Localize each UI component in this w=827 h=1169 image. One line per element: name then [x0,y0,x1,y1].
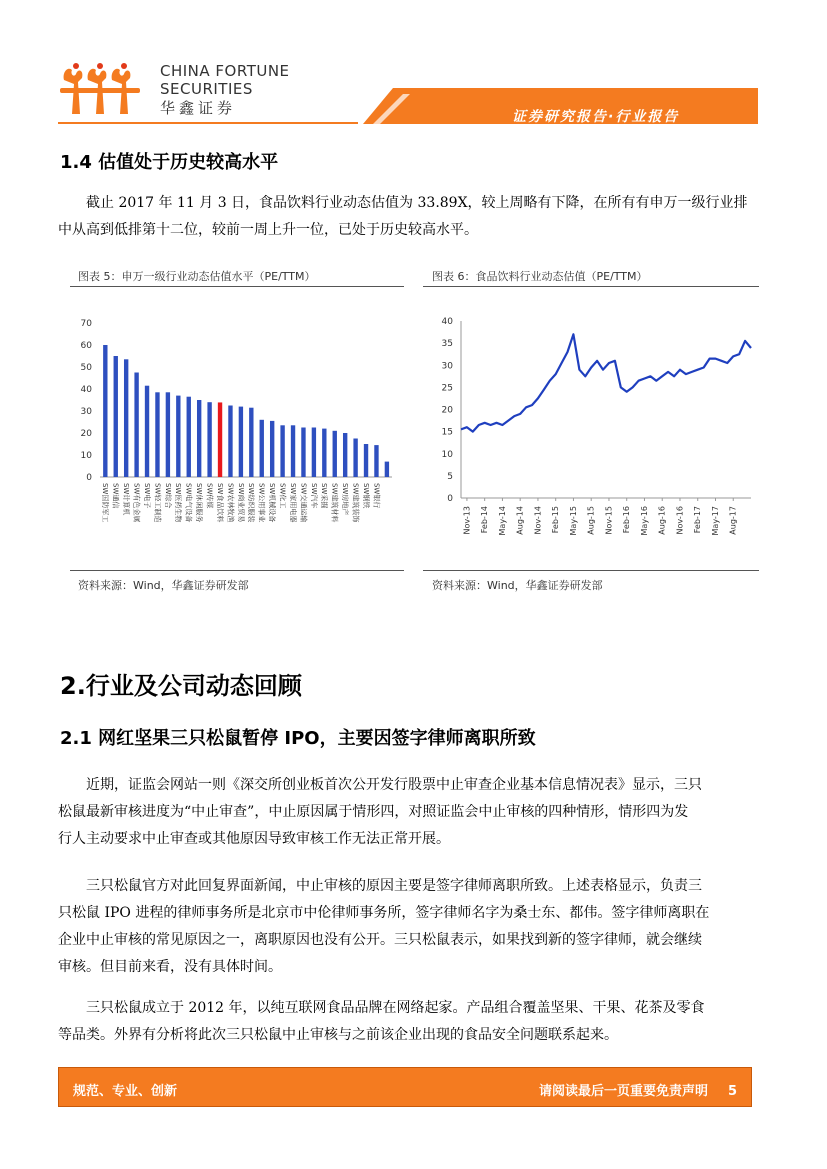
figure-5-bar-chart [70,290,404,570]
section-2-1-paragraph-2 [58,873,758,981]
bar [103,345,107,477]
figure-5-bottom-rule [70,570,404,571]
y-tick-label: 60 [80,341,92,351]
bar [124,359,128,477]
footer-disclaimer [539,1080,737,1099]
bar [333,431,337,477]
y-tick-label: 5 [447,471,453,482]
x-tick-label: Nov-14 [533,506,543,535]
x-tick-label: SW公用事业 [257,483,266,523]
y-tick-label: 25 [441,383,453,394]
x-tick-label: May-17 [710,506,720,536]
x-tick-label: SW银行 [372,483,381,509]
x-tick-label: SW房地产 [341,483,350,516]
x-tick-label: SW汽车 [309,483,318,509]
brand-cn: 华鑫证券 [160,99,237,117]
page-footer [58,1067,752,1107]
x-tick-label: May-16 [639,506,649,536]
bar [364,444,368,477]
x-tick-label: Feb-15 [551,506,561,534]
bar [343,433,347,477]
section-2-1-paragraph-1 [58,772,758,853]
x-tick-label: SW纺织服装 [247,483,256,523]
figure-6-source: 资料来源：Wind，华鑫证券研发部 [432,579,603,592]
paragraph-line: 中从高到低排第十二位，较前一周上升一位，已处于历史较高水平。 [58,222,478,238]
x-tick-label: SW家用电器 [288,483,297,523]
figure-5-title: 图表 5：申万一级行业动态估值水平（PE/TTM） [78,270,316,283]
x-tick-label: SW传媒 [205,483,214,509]
y-tick-label: 35 [441,339,453,350]
bar [114,356,118,477]
figure-5-top-rule [70,286,404,287]
x-tick-label: SW食品饮料 [215,483,224,523]
bar [187,397,191,477]
bar [145,386,149,477]
paragraph-line: 等品类。外界有分析将此次三只松鼠中止审核与之前该企业出现的食品安全问题联系起来。 [58,1027,618,1043]
y-tick-label: 0 [86,473,92,483]
paragraph-line: 三只松鼠官方对此回复界面新闻，中止审核的原因主要是签字律师离职所致。上述表格显示，负责三 [86,878,702,894]
figure-6-title: 图表 6：食品饮料行业动态估值（PE/TTM） [432,270,648,283]
bar [353,439,357,478]
x-tick-label: SW建筑装饰 [351,483,360,523]
x-tick-label: SW轻工制造 [153,483,162,523]
y-tick-label: 10 [441,449,453,460]
y-tick-label: 30 [80,407,92,417]
x-tick-label: SW计算机 [122,483,131,516]
bar [239,407,243,477]
bar [207,402,211,477]
bar [291,425,295,477]
y-tick-label: 15 [441,427,453,438]
x-tick-label: Aug-17 [728,506,738,535]
section-2-title: 2.行业及公司动态回顾 [60,672,302,700]
figure-6-top-rule [423,286,759,287]
x-tick-label: SW农林牧渔 [226,483,235,523]
y-tick-label: 30 [441,361,453,372]
x-tick-label: SW钢铁 [361,483,370,509]
paragraph-line: 只松鼠 IPO 进程的律师事务所是北京市中伦律师事务所，签字律师名字为桑士东、都伟。签字律师离职在 [58,905,710,921]
bar [374,445,378,477]
x-tick-label: SW商业贸易 [236,483,245,523]
bar [176,396,180,477]
paragraph-line: 企业中止审核的常见原因之一，离职原因也没有公开。三只松鼠表示，如果找到新的签字律师，就会继续 [58,932,702,948]
y-tick-label: 50 [80,363,92,373]
x-tick-label: Aug-16 [657,506,667,535]
figure-6-line-chart [423,290,759,570]
bar [301,428,305,478]
x-tick-label: SW化工 [278,483,287,509]
bar [270,421,274,477]
x-tick-label: SW采掘 [320,483,329,509]
bar [134,373,138,478]
x-tick-label: SW建筑材料 [330,483,339,523]
x-tick-label: May-15 [568,506,578,536]
x-tick-label: Nov-15 [604,506,614,535]
x-tick-label: SW综合 [163,483,172,509]
paragraph-line: 近期，证监会网站一则《深交所创业板首次公开发行股票中止审查企业基本信息情况表》显示，三只 [86,777,702,793]
x-tick-label: Feb-14 [480,506,490,534]
paragraph-line: 行人主动要求中止审查或其他原因导致审核工作无法正常开展。 [58,831,450,847]
x-tick-label: SW国防军工 [101,483,110,523]
bar [228,406,232,478]
x-tick-label: SW医药生物 [174,483,183,523]
paragraph-line: 三只松鼠成立于 2012 年，以纯互联网食品品牌在网络起家。产品组合覆盖坚果、干果、花茶及零食 [86,1000,705,1016]
bar [249,408,253,477]
x-tick-label: Aug-15 [586,506,596,535]
paragraph-line: 松鼠最新审核进度为“中止审查”，中止原因属于情形四，对照证监会中止审核的四种情形，情形四为发 [58,804,689,820]
bar [155,392,159,477]
y-tick-label: 10 [80,451,92,461]
footer-slogan: 规范、专业、创新 [73,1084,178,1099]
bar [260,420,264,477]
bar [385,462,389,477]
bar [322,429,326,477]
x-tick-label: Nov-13 [462,506,472,535]
x-tick-label: SW交通运输 [299,483,308,523]
section-2-1-title: 2.1 网红坚果三只松鼠暂停 IPO，主要因签字律师离职所致 [60,728,536,749]
x-tick-label: Feb-17 [693,506,703,534]
bar [166,392,170,477]
y-tick-label: 40 [441,317,453,327]
y-tick-label: 20 [441,405,453,416]
x-tick-label: SW电子 [142,483,151,509]
series-line [461,334,751,431]
x-tick-label: SW机械设备 [268,483,277,523]
section-1-4-title: 1.4 估值处于历史较高水平 [60,152,279,173]
x-tick-label: SW有色金属 [132,483,141,523]
y-tick-label: 40 [80,385,92,395]
bar [312,428,316,478]
x-tick-label: SW通信 [111,483,120,509]
figure-5-source: 资料来源：Wind，华鑫证券研发部 [78,579,249,592]
page-number: 5 [727,1084,737,1099]
x-tick-label: SW电气设备 [184,483,193,523]
bar [280,425,284,477]
brand-en-line1: CHINA FORTUNE [160,62,290,80]
paragraph-line: 审核。但目前来看，没有具体时间。 [58,959,282,975]
x-tick-label: SW休闲服务 [195,483,204,523]
x-tick-label: Feb-16 [622,506,632,534]
x-tick-label: May-14 [497,506,507,536]
section-1-4-paragraph [58,190,758,244]
x-tick-label: Aug-14 [515,506,525,535]
x-tick-label: Nov-16 [675,506,685,535]
bar [218,402,222,477]
paragraph-line: 截止 2017 年 11 月 3 日，食品饮料行业动态估值为 33.89X，较上周略有下降，在所有有申万一级行业排 [86,195,748,211]
section-2-1-paragraph-3 [58,995,758,1049]
y-tick-label: 20 [80,429,92,439]
footer-disclaimer-text: 请阅读最后一页重要免责声明 [538,1084,708,1099]
brand-en-line2: SECURITIES [160,80,253,98]
y-tick-label: 70 [80,319,92,329]
figure-6-bottom-rule [423,570,759,571]
y-tick-label: 0 [447,494,453,504]
bar [197,400,201,477]
report-type: 证券研究报告·行业报告 [512,109,680,125]
